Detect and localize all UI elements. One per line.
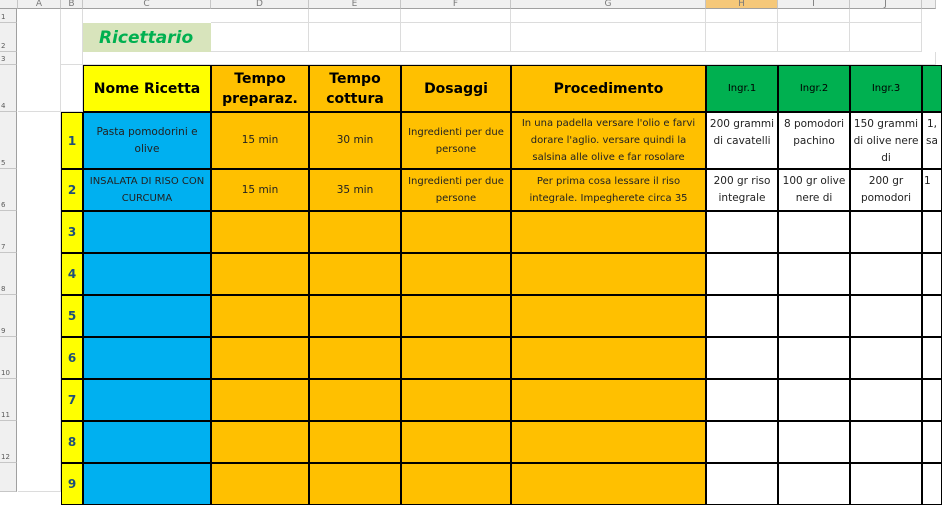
recipe-procedimento[interactable] [511, 379, 706, 421]
recipe-ingr-1[interactable] [706, 421, 778, 463]
recipe-cook-time[interactable] [309, 421, 401, 463]
recipe-ingr-2[interactable] [778, 421, 850, 463]
recipe-ingr-3[interactable] [850, 463, 922, 505]
col-header-b[interactable]: B [61, 0, 83, 9]
recipe-number[interactable]: 2 [61, 169, 83, 211]
recipe-procedimento[interactable] [511, 421, 706, 463]
recipe-ingr-4[interactable] [922, 337, 942, 379]
recipe-procedimento[interactable] [511, 211, 706, 253]
recipe-prep-time[interactable] [211, 379, 309, 421]
recipe-number[interactable]: 1 [61, 112, 83, 169]
cell-a-top[interactable] [18, 9, 61, 112]
cell-h2[interactable] [706, 23, 778, 52]
recipe-ingr-4[interactable]: 1, sa [922, 112, 942, 169]
recipe-cook-time[interactable]: 30 min [309, 112, 401, 169]
recipe-ingr-4[interactable] [922, 379, 942, 421]
recipe-prep-time[interactable]: 15 min [211, 169, 309, 211]
recipe-ingr-1[interactable]: 200 grammi di cavatelli [706, 112, 778, 169]
recipe-name[interactable] [83, 253, 211, 295]
cell-g2[interactable] [511, 23, 706, 52]
recipe-prep-time[interactable] [211, 211, 309, 253]
recipe-number[interactable]: 7 [61, 379, 83, 421]
recipe-dosaggi[interactable] [401, 295, 511, 337]
page-title[interactable]: Ricettario [83, 23, 211, 52]
recipe-ingr-2[interactable]: 8 pomodori pachino [778, 112, 850, 169]
recipe-prep-time[interactable]: 15 min [211, 112, 309, 169]
recipe-dosaggi[interactable] [401, 463, 511, 505]
recipe-ingr-2[interactable] [778, 211, 850, 253]
recipe-ingr-3[interactable] [850, 421, 922, 463]
cell-e1[interactable] [309, 9, 401, 23]
cell-i2[interactable] [778, 23, 850, 52]
row-header-1[interactable]: 1 [0, 9, 17, 23]
recipe-ingr-1[interactable] [706, 337, 778, 379]
recipe-ingr-1[interactable] [706, 211, 778, 253]
recipe-ingr-3[interactable]: 200 gr pomodori [850, 169, 922, 211]
col-header-j[interactable]: J [850, 0, 922, 9]
col-header-h[interactable]: H [706, 0, 778, 9]
recipe-name[interactable]: Pasta pomodorini e olive [83, 112, 211, 169]
recipe-prep-time[interactable] [211, 253, 309, 295]
recipe-procedimento[interactable] [511, 295, 706, 337]
recipe-ingr-1[interactable] [706, 253, 778, 295]
recipe-ingr-3[interactable] [850, 253, 922, 295]
recipe-cook-time[interactable] [309, 253, 401, 295]
cell-j1[interactable] [850, 9, 922, 23]
recipe-cook-time[interactable] [309, 463, 401, 505]
col-header-k[interactable] [922, 0, 936, 9]
col-a-body[interactable] [18, 112, 61, 492]
col-header-e[interactable]: E [309, 0, 401, 9]
header-nome-ricetta[interactable]: Nome Ricetta [83, 65, 211, 112]
col-header-a[interactable]: A [18, 0, 61, 9]
recipe-ingr-4[interactable] [922, 463, 942, 505]
cell-f2[interactable] [401, 23, 511, 52]
header-ingr-3[interactable]: Ingr.3 [850, 65, 922, 112]
recipe-number[interactable]: 5 [61, 295, 83, 337]
cell-d1[interactable] [211, 9, 309, 23]
row-header-2[interactable]: 2 [0, 23, 17, 52]
recipe-ingr-2[interactable] [778, 253, 850, 295]
recipe-ingr-3[interactable]: 150 grammi di olive nere di [850, 112, 922, 169]
col-header-i[interactable]: I [778, 0, 850, 9]
recipe-ingr-2[interactable]: 100 gr olive nere di [778, 169, 850, 211]
recipe-prep-time[interactable] [211, 421, 309, 463]
recipe-prep-time[interactable] [211, 337, 309, 379]
recipe-cook-time[interactable] [309, 295, 401, 337]
row-header-6[interactable]: 6 [0, 169, 17, 211]
row-header-7[interactable]: 7 [0, 211, 17, 253]
header-procedimento[interactable]: Procedimento [511, 65, 706, 112]
header-ingr-1[interactable]: Ingr.1 [706, 65, 778, 112]
recipe-name[interactable]: INSALATA DI RISO CON CURCUMA [83, 169, 211, 211]
row-header-3[interactable]: 3 [0, 52, 17, 65]
recipe-dosaggi[interactable]: Ingredienti per due persone [401, 112, 511, 169]
cell-g1[interactable] [511, 9, 706, 23]
cell-b-top[interactable] [61, 9, 83, 65]
recipe-ingr-2[interactable] [778, 463, 850, 505]
recipe-dosaggi[interactable] [401, 211, 511, 253]
row-3-cells[interactable] [83, 52, 936, 65]
recipe-procedimento[interactable]: Per prima cosa lessare il riso integrale. Impegherete circa 35 [511, 169, 706, 211]
cell-e2[interactable] [309, 23, 401, 52]
recipe-procedimento[interactable]: In una padella versare l'olio e farvi dorare l'aglio. versare quindi la salsina alle olive e far rosolare [511, 112, 706, 169]
recipe-dosaggi[interactable] [401, 379, 511, 421]
recipe-ingr-4[interactable] [922, 295, 942, 337]
row-header-8[interactable]: 8 [0, 253, 17, 295]
col-header-f[interactable]: F [401, 0, 511, 9]
recipe-cook-time[interactable]: 35 min [309, 169, 401, 211]
recipe-ingr-1[interactable]: 200 gr riso integrale [706, 169, 778, 211]
col-header-c[interactable]: C [83, 0, 211, 9]
recipe-ingr-1[interactable] [706, 295, 778, 337]
header-ingr-4[interactable] [922, 65, 942, 112]
recipe-name[interactable] [83, 211, 211, 253]
header-dosaggi[interactable]: Dosaggi [401, 65, 511, 112]
recipe-name[interactable] [83, 337, 211, 379]
recipe-prep-time[interactable] [211, 463, 309, 505]
header-ingr-2[interactable]: Ingr.2 [778, 65, 850, 112]
recipe-ingr-2[interactable] [778, 295, 850, 337]
row-header-9[interactable]: 9 [0, 295, 17, 337]
recipe-ingr-4[interactable] [922, 211, 942, 253]
recipe-dosaggi[interactable] [401, 337, 511, 379]
recipe-number[interactable]: 3 [61, 211, 83, 253]
col-header-g[interactable]: G [511, 0, 706, 9]
recipe-number[interactable]: 6 [61, 337, 83, 379]
recipe-ingr-4[interactable] [922, 253, 942, 295]
recipe-number[interactable]: 9 [61, 463, 83, 505]
row-header-11[interactable]: 11 [0, 379, 17, 421]
recipe-procedimento[interactable] [511, 337, 706, 379]
recipe-ingr-3[interactable] [850, 379, 922, 421]
row-header-10[interactable]: 10 [0, 337, 17, 379]
recipe-prep-time[interactable] [211, 295, 309, 337]
recipe-ingr-1[interactable] [706, 379, 778, 421]
recipe-name[interactable] [83, 295, 211, 337]
header-tempo-cottura[interactable]: Tempo cottura [309, 65, 401, 112]
recipe-procedimento[interactable] [511, 463, 706, 505]
recipe-number[interactable]: 8 [61, 421, 83, 463]
cell-h1[interactable] [706, 9, 778, 23]
cell-j2[interactable] [850, 23, 922, 52]
select-all-corner[interactable] [0, 0, 18, 9]
recipe-cook-time[interactable] [309, 211, 401, 253]
recipe-cook-time[interactable] [309, 337, 401, 379]
recipe-name[interactable] [83, 463, 211, 505]
row-header-12[interactable]: 12 [0, 421, 17, 463]
cell-b4[interactable] [61, 65, 83, 112]
recipe-dosaggi[interactable] [401, 253, 511, 295]
recipe-ingr-4[interactable] [922, 421, 942, 463]
cell-d2[interactable] [211, 23, 309, 52]
recipe-ingr-1[interactable] [706, 463, 778, 505]
cell-f1[interactable] [401, 9, 511, 23]
row-header-4[interactable]: 4 [0, 65, 17, 112]
recipe-dosaggi[interactable]: Ingredienti per due persone [401, 169, 511, 211]
recipe-name[interactable] [83, 379, 211, 421]
recipe-ingr-2[interactable] [778, 337, 850, 379]
row-header-13[interactable] [0, 463, 17, 492]
recipe-ingr-2[interactable] [778, 379, 850, 421]
recipe-cook-time[interactable] [309, 379, 401, 421]
recipe-number[interactable]: 4 [61, 253, 83, 295]
recipe-ingr-3[interactable] [850, 211, 922, 253]
recipe-ingr-3[interactable] [850, 337, 922, 379]
recipe-procedimento[interactable] [511, 253, 706, 295]
header-tempo-preparazione[interactable]: Tempo preparaz. [211, 65, 309, 112]
recipe-ingr-4[interactable]: 1 [922, 169, 942, 211]
recipe-dosaggi[interactable] [401, 421, 511, 463]
cell-i1[interactable] [778, 9, 850, 23]
row-header-5[interactable]: 5 [0, 112, 17, 169]
recipe-ingr-3[interactable] [850, 295, 922, 337]
col-header-d[interactable]: D [211, 0, 309, 9]
recipe-name[interactable] [83, 421, 211, 463]
